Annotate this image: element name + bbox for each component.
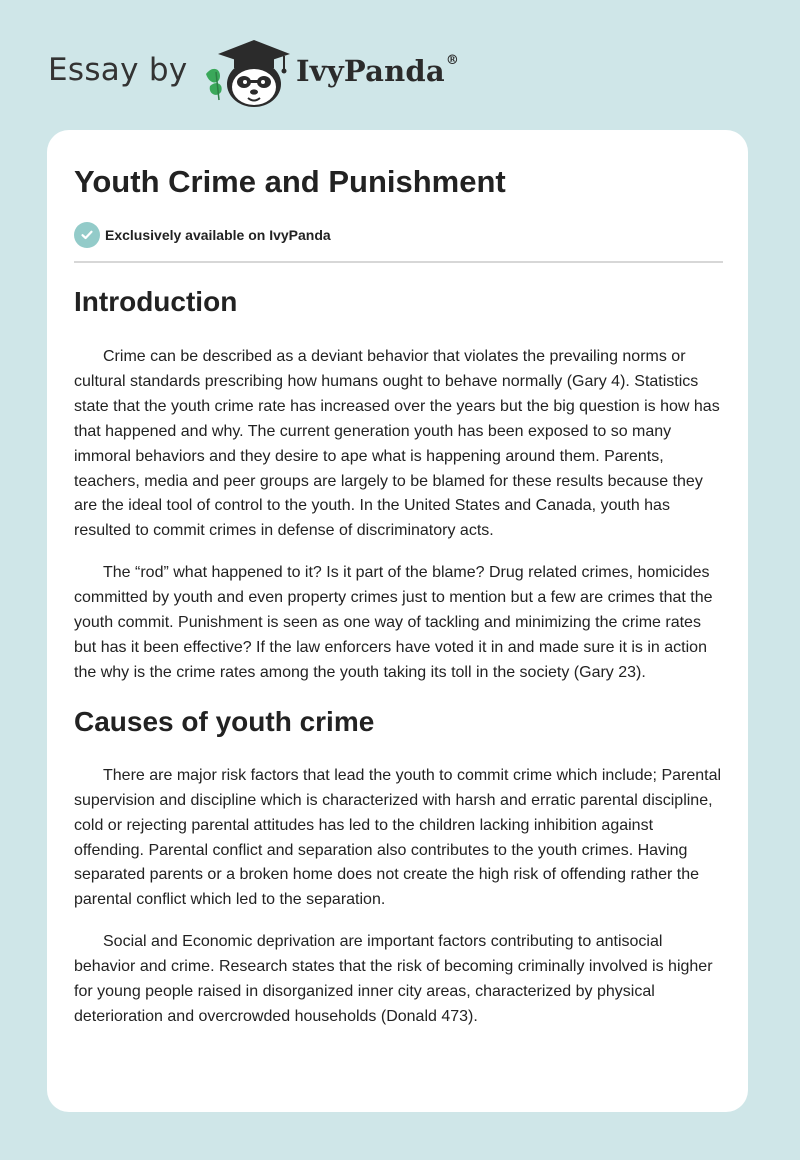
site-header [48,34,748,114]
registered-mark: ® [445,53,460,69]
divider [74,261,723,263]
paragraph: Social and Economic deprivation are important factors contributing to antisocial behavior and crime. Research states that the risk of becoming criminally involved is higher for young people raised in disorganized inner city areas, characterized by physical deterioration and overcrowded households (Donald 473). [74,933,713,1025]
brand-name[interactable] [296,54,459,88]
exclusive-badge-label: Exclusively available on IvyPanda [105,227,331,243]
essay-by-label: Essay by [48,52,188,88]
paragraph: There are major risk factors that lead the youth to commit crime which include; Parental supervision and discipline which is characterized with harsh and erratic parental discipline, cold or rejecting parental attitudes has led to the children lacking inhibition against offending. Parental conflict and separation also contributes to the youth crimes. Having separated parents or a broken home does not create the high risk of offending rather the parental conflict which led to the separation. [74,766,722,909]
paragraph: The “rod” what happened to it? Is it part of the blame? Drug related crimes, homicides committed by youth and even property crimes just to mention but a few are crimes that the youth commit. Punishment is seen as one way of tackling and minimizing the crime rates but has it been effective? If the law enforcers have voted it in and made sure it is in action the why is the crime rates among the youth taking its toll in the society (Gary 23). [74,564,713,681]
brand-text: IvyPanda [296,54,445,88]
paragraph: Crime can be described as a deviant behavior that violates the prevailing norms or cultural standards prescribing how humans ought to behave normally (Gary 4). Statistics state that the youth crime rate has increased over the years but the big question is how has that happened and why. The current generation youth has been exposed to so many immoral behaviors and they desire to ape what is happening around them. Parents, teachers, media and peer groups are largely to be blamed for these results because they are the ideal tool of control to the youth. In the United States and Canada, youth has resulted to commit crimes in defense of discriminatory acts. [74,348,720,540]
essay-body [74,282,724,1030]
section-heading-causes: Causes of youth crime [74,705,375,737]
section-heading-introduction: Introduction [74,286,238,317]
page-title: Youth Crime and Punishment [74,164,506,199]
ivypanda-logo-icon[interactable] [202,36,290,110]
exclusive-badge [74,222,331,248]
essay-card [47,130,748,1112]
check-icon [74,222,100,248]
